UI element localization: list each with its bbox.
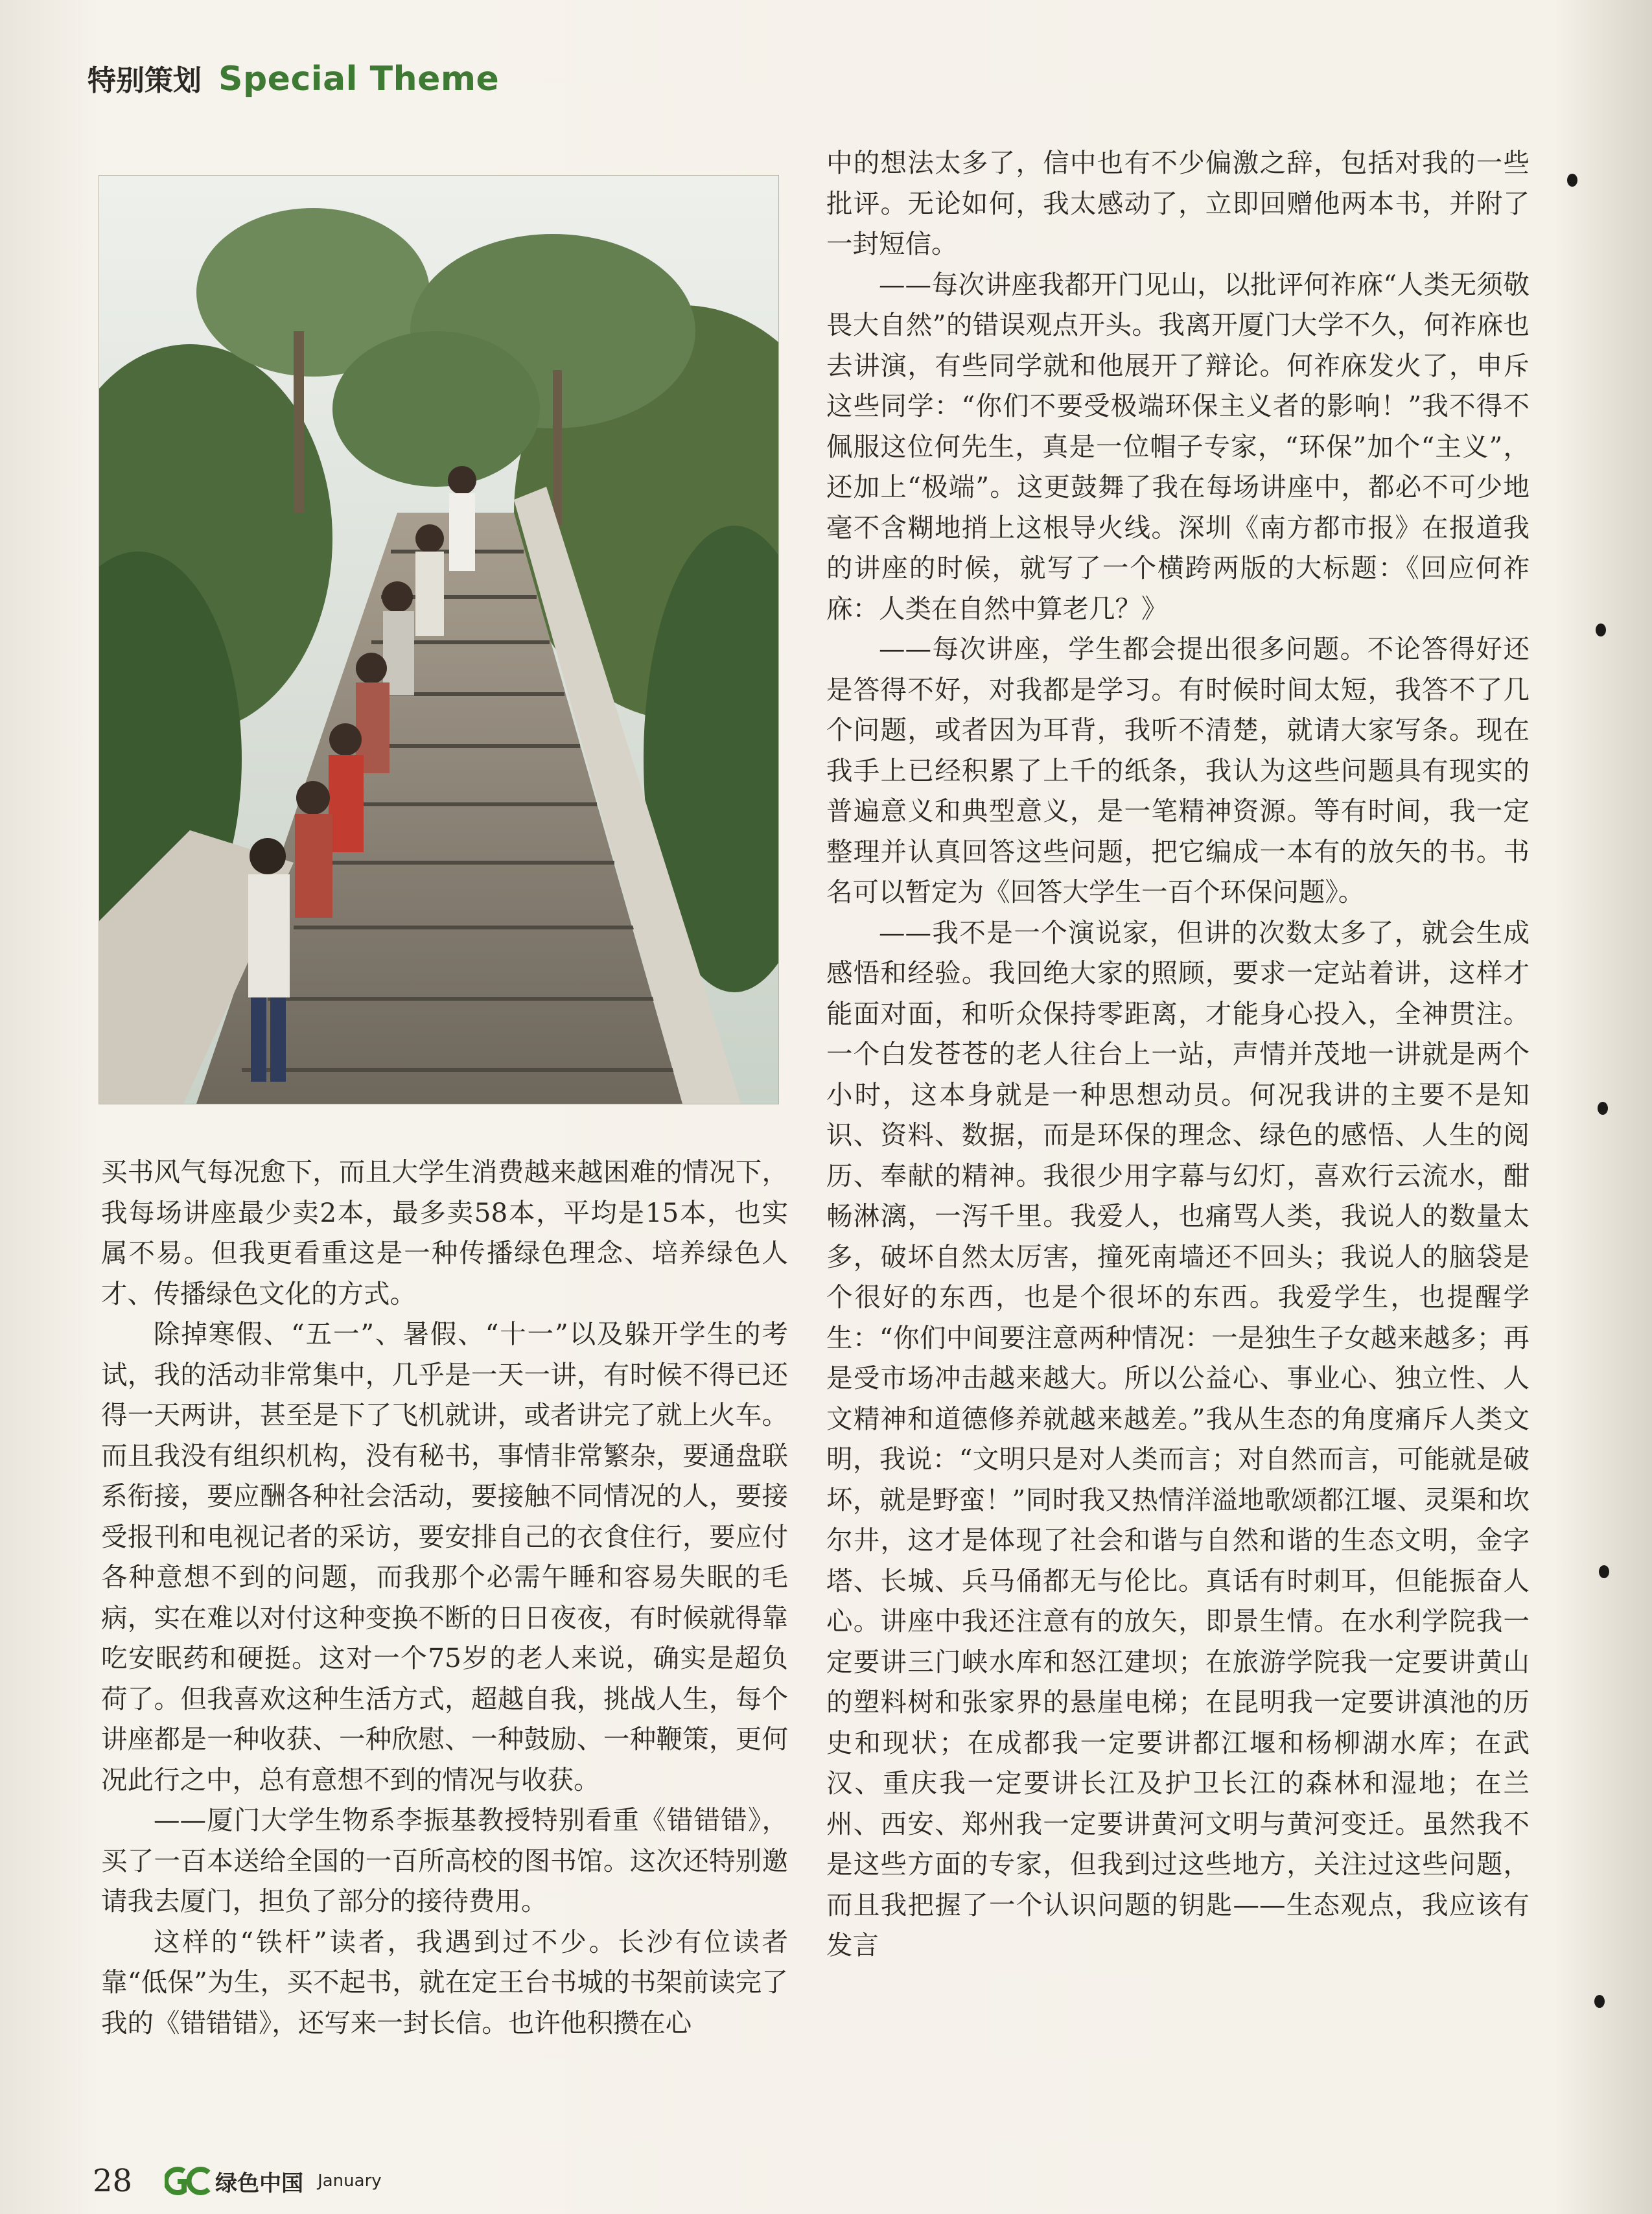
page-number: 28 xyxy=(93,2163,133,2199)
page-footer xyxy=(93,2162,382,2200)
binder-hole xyxy=(1567,174,1577,187)
binder-hole xyxy=(1596,623,1606,636)
gc-logo-icon xyxy=(165,2165,213,2197)
paragraph: ——每次讲座我都开门见山，以批评何祚庥“人类无须敬畏大自然”的错误观点开头。我离开厦门大学不久，何祚庥也去讲演，有些同学就和他展开了辩论。何祚庥发火了，申斥这些同学：“你们不要受极端环保主义者的影响！”我不得不佩服这位何先生，真是一位帽子专家，“环保”加个“主义”，还加上“极端”。这更鼓舞了我在每场讲座中，都必不可少地毫不含糊地捎上这根导火线。深圳《南方都市报》在报道我的讲座的时候，就写了一个横跨两版的大标题：《回应何祚庥：人类在自然中算老几？》 xyxy=(826,268,1530,624)
paragraph: ——厦门大学生物系李振基教授特别看重《错错错》，买了一百本送给全国的一百所高校的图书馆。这次还特别邀请我去厦门，担负了部分的接待费用。 xyxy=(101,1804,788,1917)
paragraph: 中的想法太多了，信中也有不少偏激之辞，包括对我的一些批评。无论如何，我太感动了，立即回赠他两本书，并附了一封短信。 xyxy=(826,147,1530,259)
binder-hole xyxy=(1599,1565,1609,1578)
paragraph: 这样的“铁杆”读者，我遇到过不少。长沙有位读者靠“低保”为生，买不起书，就在定王台书城的书架前读完了我的《错错错》，还写来一封长信。也许他积攒在心 xyxy=(101,1926,788,2038)
section-title-cn: 特别策划 xyxy=(87,64,202,97)
binder-hole xyxy=(1594,1995,1605,2008)
binder-hole xyxy=(1598,1102,1608,1115)
issue-month: January xyxy=(318,2171,382,2191)
section-header xyxy=(87,57,499,109)
article-photo xyxy=(99,175,779,1104)
paragraph: ——我不是一个演说家，但讲的次数太多了，就会生成感悟和经验。我回绝大家的照顾，要求一定站着讲，这样才能面对面，和听众保持零距离，才能身心投入，全神贯注。一个白发苍苍的老人往台上一站，声情并茂地一讲就是两个小时，这本身就是一种思想动员。何况我讲的主要不是知识、资料、数据，而是环保的理念、绿色的感悟、人生的阅历、奉献的精神。我很少用字幕与幻灯，喜欢行云流水，酣畅淋漓，一泻千里。我爱人，也痛骂人类，我说人的数量太多，破坏自然太厉害，撞死南墙还不回头；我说人的脑袋是个很好的东西，也是个很坏的东西。我爱学生，也提醒学生：“你们中间要注意两种情况：一是独生子女越来越多；再是受市场冲击越来越大。所以公益心、事业心、独立性、人文精神和道德修养就越来越差。”我从生态的角度痛斥人类文明，我说：“文明只是对人类而言；对自然而言，可能就是破坏，就是野蛮！”同时我又热情洋溢地歌颂都江堰、灵渠和坎尔井，这才是体现了社会和谐与自然和谐的生态文明，金字塔、长城、兵马俑都无与伦比。真话有时刺耳，但能振奋人心。讲座中我还注意有的放矢，即景生情。在水利学院我一定要讲三门峡水库和怒江建坝；在旅游学院我一定要讲黄山的塑料树和张家界的悬崖电梯；在昆明我一定要讲滇池的历史和现状；在成都我一定要讲都江堰和杨柳湖水库；在武汉、重庆我一定要讲长江及护卫长江的森林和湿地；在兰州、西安、郑州我一定要讲黄河文明与黄河变迁。虽然我不是这些方面的专家，但我到过这些地方，关注过这些问题，而且我把握了一个认识问题的钥匙——生态观点，我应该有发言 xyxy=(826,916,1530,1961)
stairs-photo-illustration xyxy=(99,176,778,1104)
article-column-left xyxy=(101,1152,788,2043)
article-column-right xyxy=(826,143,1530,1966)
magazine-name: 绿色中国 xyxy=(215,2170,304,2197)
magazine-logo xyxy=(165,2165,303,2197)
paragraph: 除掉寒假、“五一”、暑假、“十一”以及躲开学生的考试，我的活动非常集中，几乎是一天一讲，有时候不得已还得一天两讲，甚至是下了飞机就讲，或者讲完了就上火车。而且我没有组织机构，没有秘书，事情非常繁杂，要通盘联系衔接，要应酬各种社会活动，要接触不同情况的人，要接受报刊和电视记者的采访，要安排自己的衣食住行，要应付各种意想不到的问题，而我那个必需午睡和容易失眠的毛病，实在难以对付这种变换不断的日日夜夜，有时候就得靠吃安眠药和硬挺。这对一个75岁的老人来说，确实是超负荷了。但我喜欢这种生活方式，超越自我，挑战人生，每个讲座都是一种收获、一种欣慰、一种鼓励、一种鞭策，更何况此行之中，总有意想不到的情况与收获。 xyxy=(101,1318,788,1795)
paragraph: 买书风气每况愈下，而且大学生消费越来越困难的情况下，我每场讲座最少卖2本，最多卖58本，平均是15本，也实属不易。但我更看重这是一种传播绿色理念、培养绿色人才、传播绿色文化的方式。 xyxy=(101,1156,788,1309)
paragraph: ——每次讲座，学生都会提出很多问题。不论答得好还是答得不好，对我都是学习。有时候时间太短，我答不了几个问题，或者因为耳背，我听不清楚，就请大家写条。现在我手上已经积累了上千的纸条，我认为这些问题具有现实的普遍意义和典型意义，是一笔精神资源。等有时间，我一定整理并认真回答这些问题，把它编成一本有的放矢的书。书名可以暂定为《回答大学生一百个环保问题》。 xyxy=(826,633,1530,907)
section-title-en: Special Theme xyxy=(218,60,500,99)
